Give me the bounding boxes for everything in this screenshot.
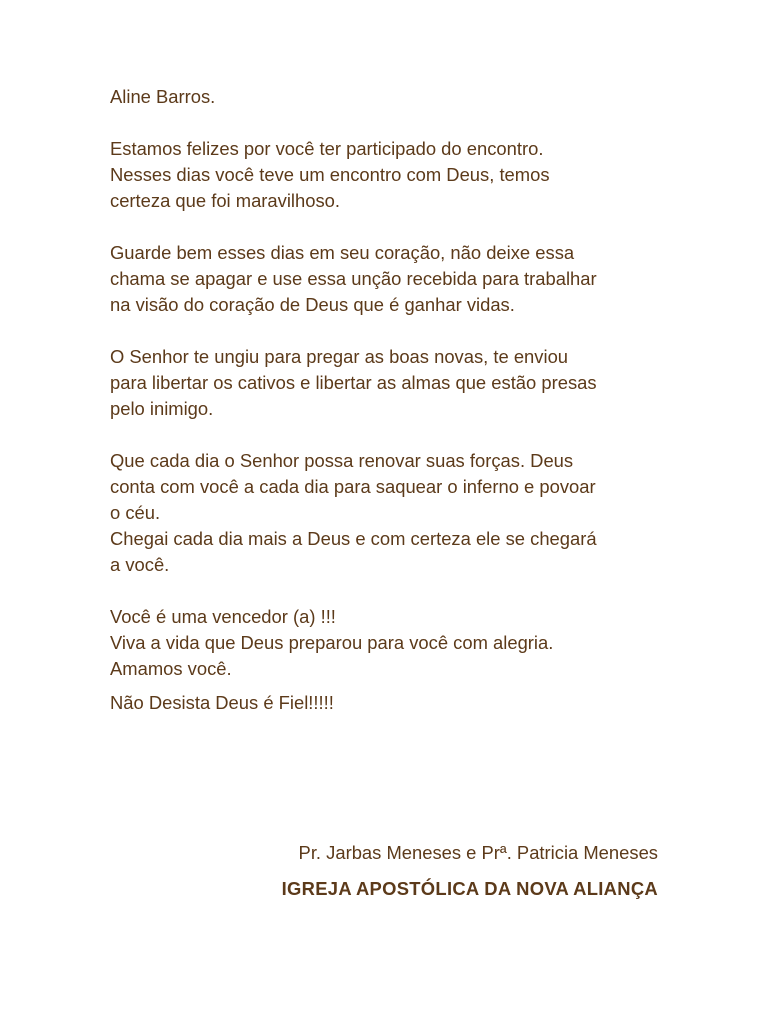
signature-block [282,840,658,902]
paragraph-line: Viva a vida que Deus preparou para você com alegria. [110,632,554,653]
paragraph-line: O Senhor te ungiu para pregar as boas novas, te enviou [110,346,569,367]
paragraph-line: a você. [110,554,170,575]
paragraph-line: conta com você a cada dia para saquear o inferno e povoar [110,476,596,497]
paragraph-line: Você é uma vencedor (a) !!! [110,606,336,627]
greeting: Aline Barros. [110,86,216,107]
paragraph-line: Que cada dia o Senhor possa renovar suas forças. Deus [110,450,574,471]
paragraph-line: Nesses dias você teve um encontro com Deus, temos [110,164,550,185]
paragraph-line: chama se apagar e use essa unção recebida para trabalhar [110,268,597,289]
closing-line: Não Desista Deus é Fiel!!!!! [110,692,334,713]
church-name: IGREJA APOSTÓLICA DA NOVA ALIANÇA [281,878,658,899]
pastors-signature: Pr. Jarbas Meneses e Prª. Patricia Meneses [298,842,658,863]
letter-body [110,84,670,716]
paragraph-line: Amamos você. [110,658,232,679]
paragraph-line: Guarde bem esses dias em seu coração, não deixe essa [110,242,575,263]
paragraph-line: pelo inimigo. [110,398,214,419]
paragraph-line: Chegai cada dia mais a Deus e com certeza ele se chegará [110,528,597,549]
paragraph-line: Estamos felizes por você ter participado do encontro. [110,138,544,159]
paragraph-line: o céu. [110,502,161,523]
paragraph-line: na visão do coração de Deus que é ganhar vidas. [110,294,515,315]
paragraph-line: certeza que foi maravilhoso. [110,190,340,211]
paragraph-line: para libertar os cativos e libertar as almas que estão presas [110,372,597,393]
